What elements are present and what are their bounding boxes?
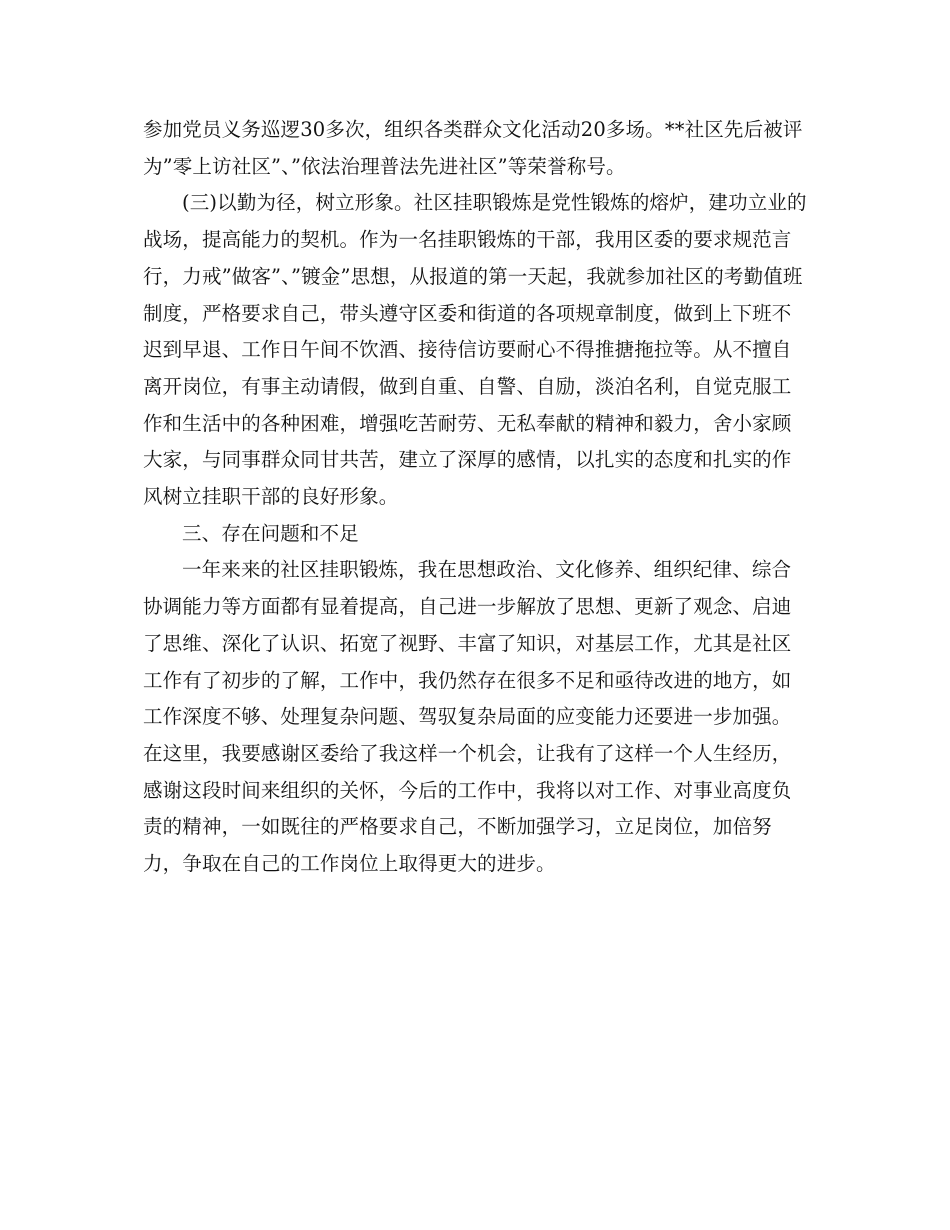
document-body — [143, 112, 807, 883]
paragraph-problems-summary: 一年来来的社区挂职锻炼，我在思想政治、文化修养、组织纪律、综合协调能力等方面都有显着提高，自己进一步解放了思想、更新了观念、启迪了思维、深化了认识、拓宽了视野、丰富了知识，对基层工作，尤其是社区工作有了初步的了解，工作中，我仍然存在很多不足和亟待改进的地方，如工作深度不够、处理复杂问题、驾驭复杂局面的应变能力还要进一步加强。在这里，我要感谢区委给了我这样一个机会，让我有了这样一个人生经历，感谢这段时间来组织的关怀，今后的工作中，我将以对工作、对事业高度负责的精神，一如既往的严格要求自己，不断加强学习，立足岗位，加倍努力，争取在自己的工作岗位上取得更大的进步。 — [143, 558, 792, 876]
section-heading-problems: 三、存在问题和不足 — [182, 521, 359, 545]
paragraph-diligence-image: (三)以勤为径，树立形象。社区挂职锻炼是党性锻炼的熔炉，建功立业的战场，提高能力的契机。作为一名挂职锻炼的干部，我用区委的要求规范言行，力戒”做客”、”镀金”思想，从报道的第一天起，我就参加社区的考勤值班制度，严格要求自己，带头遵守区委和街道的各项规章制度，做到上下班不迟到早退、工作日午间不饮酒、接待信访要耐心不得推搪拖拉等。从不擅自离开岗位，有事主动请假，做到自重、自警、自励，淡泊名利，自觉克服工作和生活中的各种困难，增强吃苦耐劳、无私奉献的精神和毅力，舍小家顾大家，与同事群众同甘共苦，建立了深厚的感情，以扎实的态度和扎实的作风树立挂职干部的良好形象。 — [143, 191, 807, 509]
paragraph-continuation: 参加党员义务巡逻30多次，组织各类群众文化活动20多场。**社区先后被评为”零上访社区”、”依法治理普法先进社区”等荣誉称号。 — [143, 118, 803, 178]
